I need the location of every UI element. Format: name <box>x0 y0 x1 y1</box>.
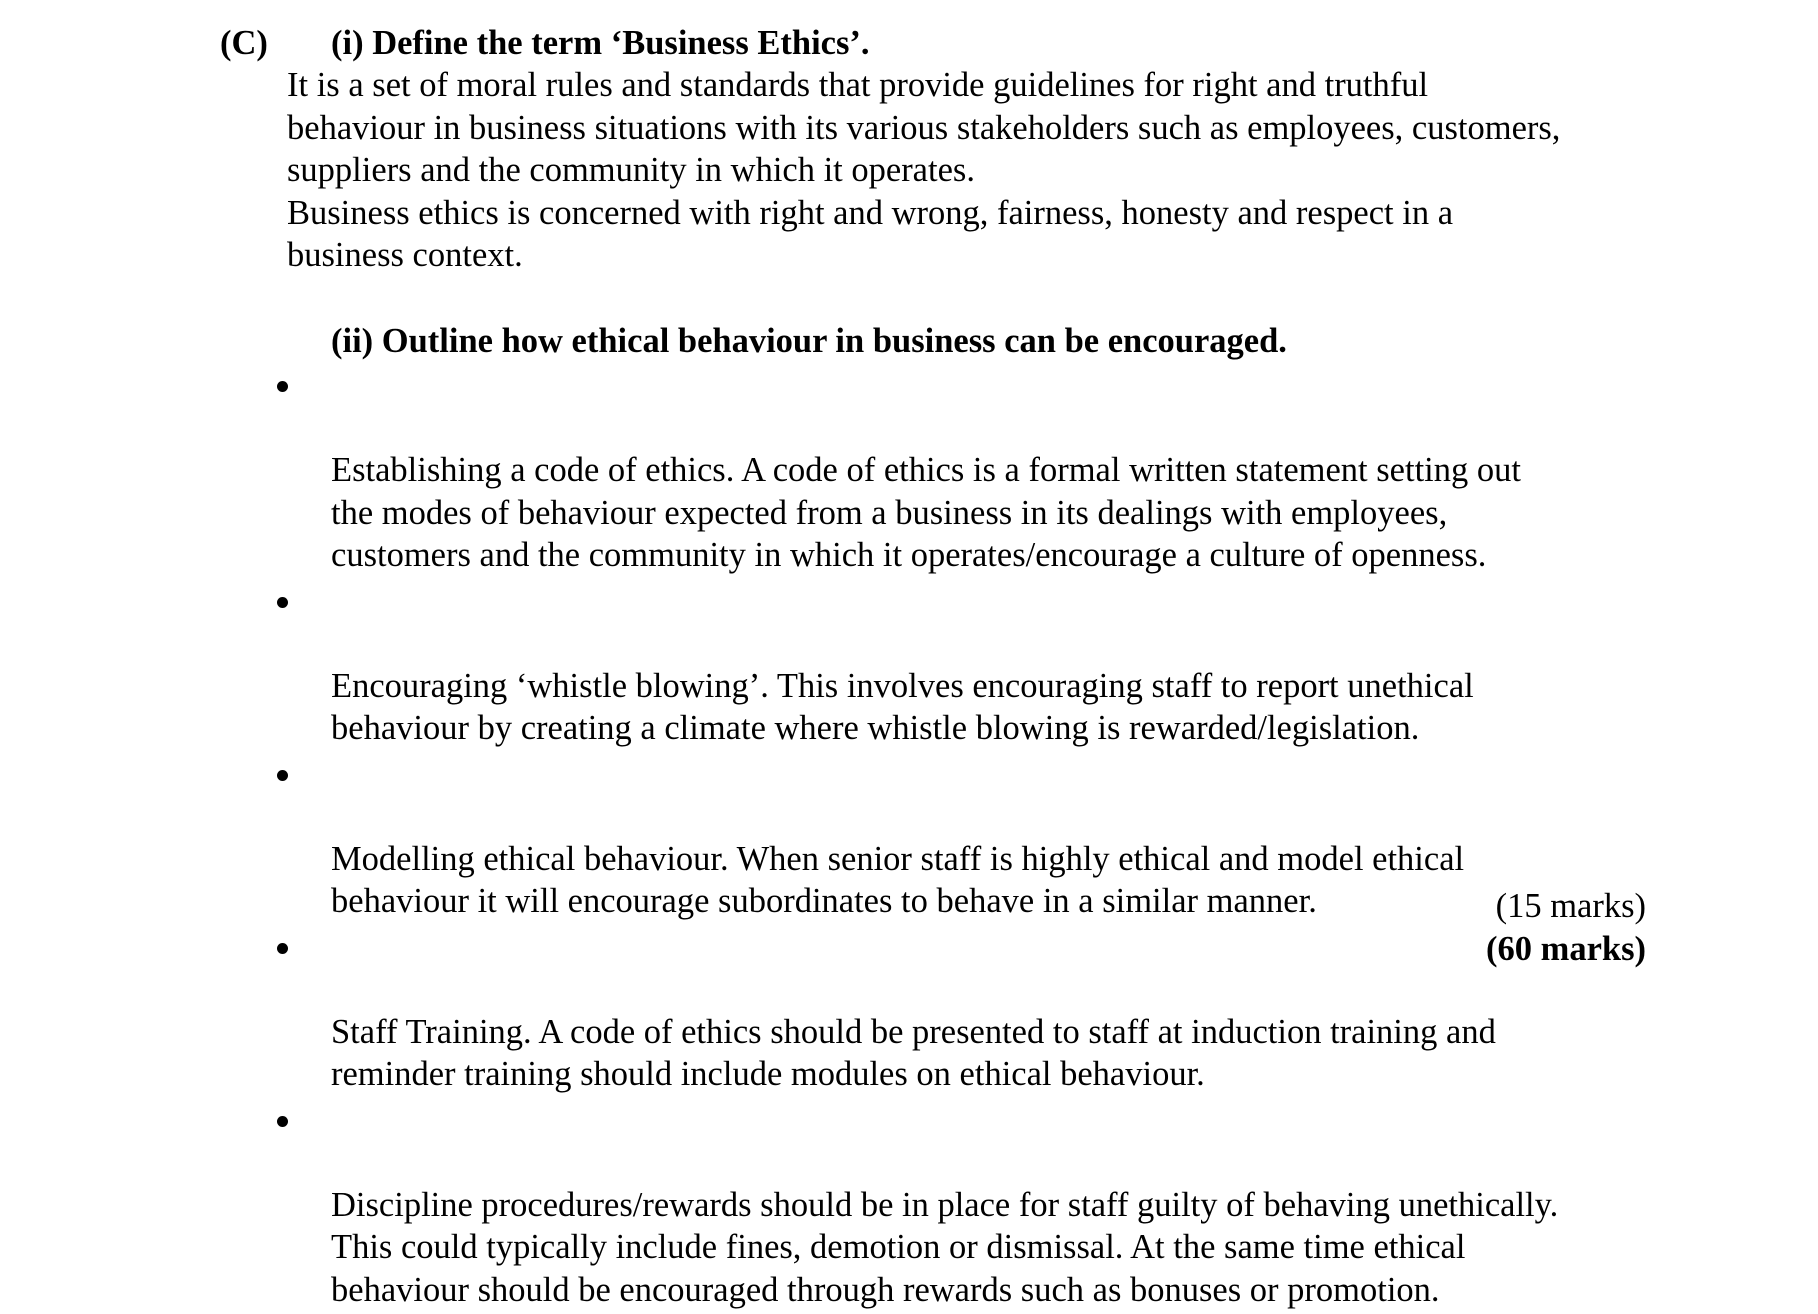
bullet-list <box>270 364 1710 1314</box>
total-marks: (60 marks) <box>1485 930 1646 968</box>
bullet-text: Encouraging ‘whistle blowing’. This involves encouraging staff to report unethical behaviour by creating a climate where whistle blowing is rewarded/legislation. <box>331 666 1474 747</box>
bullet-text: Establishing a code of ethics. A code of ethics is a formal written statement setting out the modes of behaviour expected from a business in its dealings with employees, customers and the community in which it operates/encourage a culture of openness. <box>331 451 1521 574</box>
bullet-dot-icon <box>277 597 288 608</box>
definition-block <box>287 64 1687 277</box>
bullet-dot-icon <box>277 381 288 392</box>
bullet-text: Modelling ethical behaviour. When senior staff is highly ethical and model ethical behaviour it will encourage subordinates to behave in a similar manner. <box>331 839 1465 920</box>
bullet-dot-icon <box>277 943 288 954</box>
section-label: (C) <box>220 24 268 62</box>
part-i-heading: (i) Define the term ‘Business Ethics’. <box>331 24 870 62</box>
bullet-dot-icon <box>277 770 288 781</box>
list-item <box>270 1099 1710 1312</box>
bullet-text: Discipline procedures/rewards should be in place for staff guilty of behaving unethically. This could typically include fines, demotion or dismissal. At the same time ethical behaviour should be encouraged through rewards such as bonuses or promotion. <box>331 1185 1559 1309</box>
list-item <box>270 580 1710 750</box>
definition-paragraph-2: Business ethics is concerned with right and wrong, fairness, honesty and respect in a business context. <box>287 193 1454 274</box>
bullet-dot-icon <box>277 1116 288 1127</box>
definition-paragraph-1: It is a set of moral rules and standards that provide guidelines for right and truthful behaviour in business situations with its various stakeholders such as employees, customers, suppliers and the community in which it operates. <box>287 66 1561 189</box>
list-item <box>270 364 1710 577</box>
list-item <box>270 753 1710 923</box>
part-marks: (15 marks) <box>1495 887 1646 925</box>
part-ii-heading: (ii) Outline how ethical behaviour in business can be encouraged. <box>331 322 1287 360</box>
bullet-text: Staff Training. A code of ethics should be presented to staff at induction training and reminder training should include modules on ethical behaviour. <box>331 1012 1496 1093</box>
